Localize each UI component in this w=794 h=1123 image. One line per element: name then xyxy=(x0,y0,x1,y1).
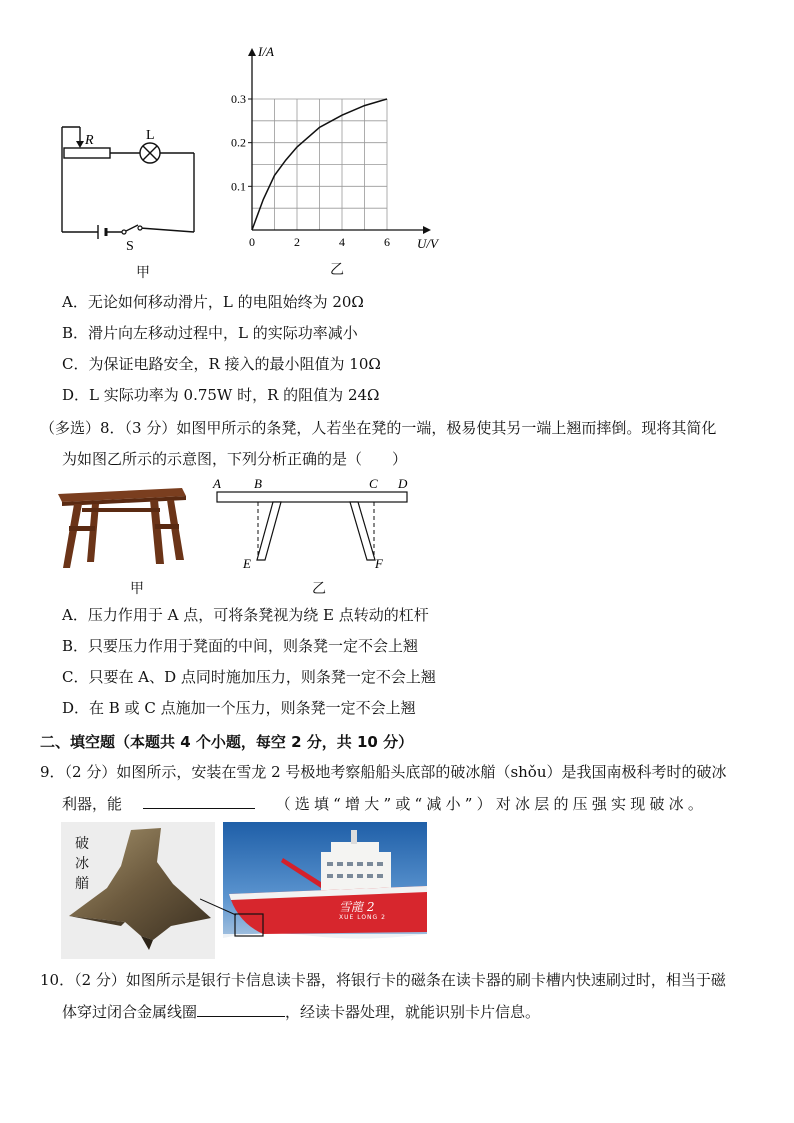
point-f-label: F xyxy=(375,556,383,571)
x-tick-label: 0 xyxy=(249,235,255,249)
switch-label: S xyxy=(126,239,134,250)
q7-option-a: A．无论如何移动滑片，L 的电阻始终为 20Ω xyxy=(62,293,364,311)
q9-stem-line1: 9．（2 分）如图所示，安装在雪龙 2 号极地考察船船头底部的破冰艏（shǒu）是我国南极科考时的破冰 xyxy=(40,763,727,781)
point-d-label: D xyxy=(398,476,408,491)
x-axis-label: U/V xyxy=(417,236,438,251)
y-axis-label: I/A xyxy=(258,44,274,59)
q7-option-b: B．滑片向左移动过程中，L 的实际功率减小 xyxy=(62,324,358,342)
rheostat-label: R xyxy=(85,133,94,148)
q8-stem-line2: 为如图乙所示的示意图，下列分析正确的是（ ） xyxy=(62,450,408,468)
bench-schematic xyxy=(205,472,420,577)
q7-option-c: C．为保证电路安全，R 接入的最小阻值为 10Ω xyxy=(62,355,381,373)
q9-line2-suffix: （选填“增大”或“减小”）对冰层的压强实现破冰。 xyxy=(275,795,708,813)
q8-option-c: C．只要在 A、D 点同时施加压力，则条凳一定不会上翘 xyxy=(62,668,436,686)
y-tick-label: 0.3 xyxy=(231,92,246,106)
q7-option-d: D．L 实际功率为 0.75W 时，R 的阻值为 24Ω xyxy=(62,386,380,404)
fig7-caption-jia: 甲 xyxy=(136,265,150,281)
x-tick-label: 6 xyxy=(384,235,390,249)
x-tick-label: 4 xyxy=(339,235,345,249)
icebreaker-bow-label: 破冰艏 xyxy=(75,836,89,892)
lamp-label: L xyxy=(146,128,155,143)
circuit-diagram xyxy=(50,115,210,250)
q9-stem-line2 xyxy=(62,793,707,814)
x-tick-label: 2 xyxy=(294,235,300,249)
point-c-label: C xyxy=(369,476,378,491)
fig7-caption-yi: 乙 xyxy=(330,262,344,278)
y-tick-label: 0.2 xyxy=(231,135,246,150)
y-tick-label: 0.1 xyxy=(231,179,246,194)
iu-chart xyxy=(222,40,442,255)
q10-line2-prefix: 体穿过闭合金属线圈 xyxy=(62,1003,198,1021)
q10-answer-blank[interactable] xyxy=(197,1001,285,1017)
callout-line xyxy=(200,895,240,920)
section-2-title: 二、填空题（本题共 4 个小题，每空 2 分，共 10 分） xyxy=(40,733,414,751)
q8-option-b: B．只要压力作用于凳面的中间，则条凳一定不会上翘 xyxy=(62,637,419,655)
ship-name-chinese: 雪龍 2 xyxy=(339,900,375,914)
q8-option-d: D．在 B 或 C 点施加一个压力，则条凳一定不会上翘 xyxy=(62,699,416,717)
point-a-label: A xyxy=(213,476,221,491)
ship-name-english: XUE LONG 2 xyxy=(339,914,386,921)
q9-answer-blank[interactable] xyxy=(143,793,255,809)
q10-stem-line2 xyxy=(62,1001,540,1022)
fig8-caption-jia: 甲 xyxy=(130,581,144,597)
q8-option-a: A．压力作用于 A 点，可将条凳视为绕 E 点转动的杠杆 xyxy=(62,606,429,624)
q10-line2-suffix: ，经读卡器处理，就能识别卡片信息。 xyxy=(285,1003,541,1021)
point-e-label: E xyxy=(243,556,251,571)
y-axis-arrow xyxy=(248,48,256,56)
fig8-caption-yi: 乙 xyxy=(312,581,326,597)
icebreaker-bow-photo xyxy=(61,822,215,959)
x-axis-arrow xyxy=(423,226,431,234)
q8-stem-line1: （多选）8．（3 分）如图甲所示的条凳，人若坐在凳的一端，极易使其另一端上翘而摔倒。现将其简化 xyxy=(40,419,717,437)
q10-stem-line1: 10．（2 分）如图所示是银行卡信息读卡器，将银行卡的磁条在读卡器的刷卡槽内快速刷过时，相当于磁 xyxy=(40,971,726,989)
xuelong-2-ship-photo xyxy=(223,822,427,959)
bench-photo xyxy=(52,480,192,575)
point-b-label: B xyxy=(254,476,262,491)
q9-line2-prefix: 利器，能 xyxy=(62,795,123,813)
